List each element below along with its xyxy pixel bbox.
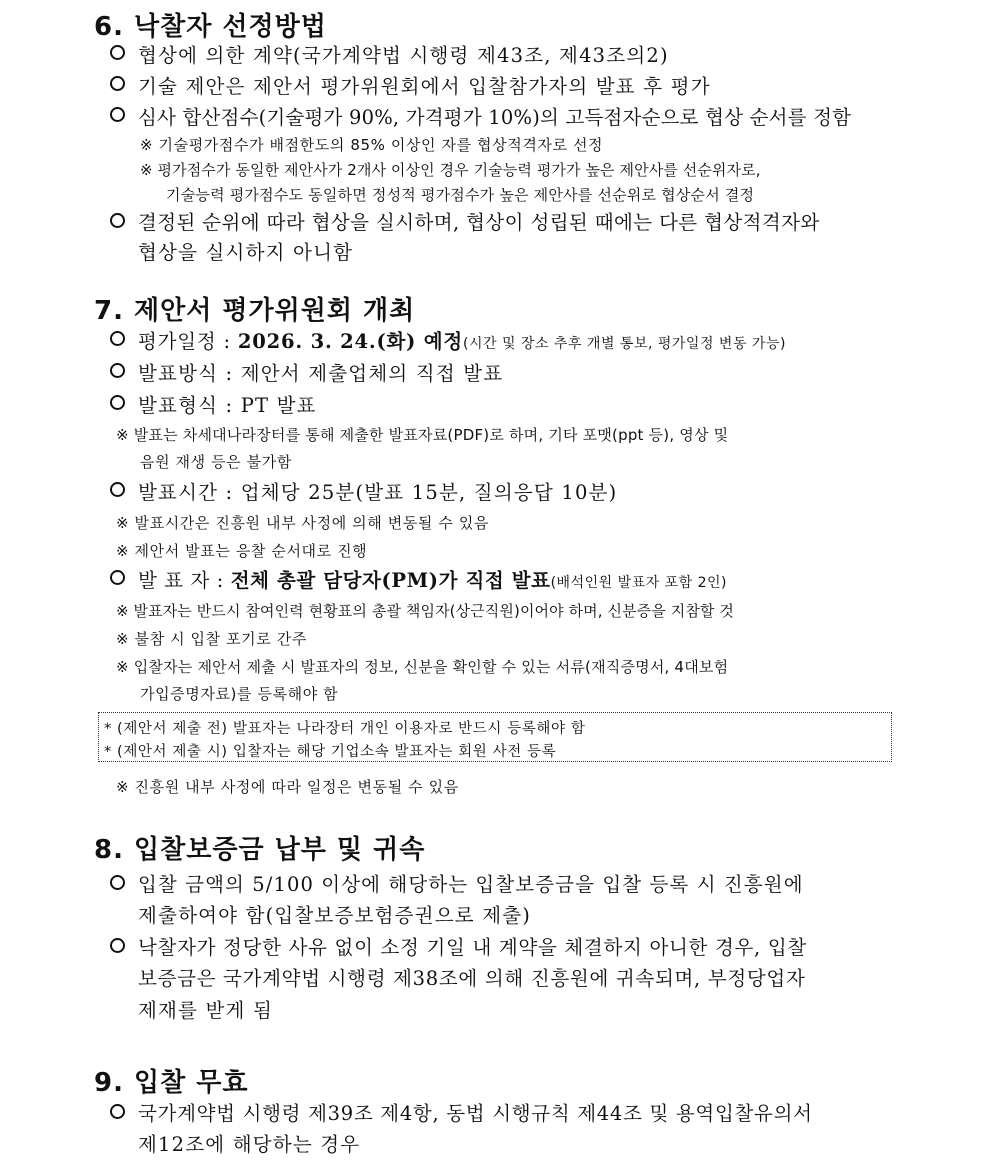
bullet-circle	[110, 875, 125, 890]
evaluation-date: 2026. 3. 24.(화) 예정	[237, 330, 463, 353]
s6-note-2: ※ 평가점수가 동일한 제안사가 2개사 이상인 경우 기술능력 평가가 높은 제안사를 선순위자로,	[140, 161, 761, 179]
s7-note-6: ※ 입찰자는 제안서 제출 시 발표자의 정보, 신분을 확인할 수 있는 서류(재직증명서, 4대보험	[116, 658, 729, 676]
s7-bullet-2: 발표방식 : 제안서 제출업체의 직접 발표	[138, 362, 504, 385]
s6-note-2-cont: 기술능력 평가점수도 동일하면 정성적 평가점수가 높은 제안사를 선순위로 협상순서 결정	[166, 186, 755, 204]
s8-bullet-1-cont: 제출하여야 함(입찰보증보험증권으로 제출)	[138, 904, 532, 927]
s6-bullet-1: 협상에 의한 계약(국가계약법 시행령 제43조, 제43조의2)	[138, 44, 669, 67]
section-6-title: 6. 낙찰자 선정방법	[94, 12, 327, 42]
s7-note-1: ※ 발표는 차세대나라장터를 통해 제출한 발표자료(PDF)로 하며, 기타 포맷(ppt 등), 영상 및	[116, 426, 729, 444]
s7-note-6-cont: 가입증명자료)를 등록해야 함	[140, 685, 339, 703]
bullet-circle	[110, 363, 125, 378]
s6-bullet-4-cont: 협상을 실시하지 아니함	[138, 241, 354, 264]
bullet-circle	[110, 76, 125, 91]
s7-bullet-5-label: 발 표 자 :	[138, 569, 231, 592]
section-9-title: 9. 입찰 무효	[94, 1068, 249, 1098]
section-8-title: 8. 입찰보증금 납부 및 귀속	[94, 835, 426, 865]
s6-bullet-2: 기술 제안은 제안서 평가위원회에서 입찰참가자의 발표 후 평가	[138, 75, 711, 98]
bullet-circle	[110, 1104, 125, 1119]
s7-bullet-1	[138, 326, 786, 354]
bullet-circle	[110, 482, 125, 497]
s7-bullet-1-label: 평가일정 :	[138, 330, 238, 353]
s9-bullet-1-cont: 제12조에 해당하는 경우	[138, 1133, 361, 1156]
bullet-circle	[110, 938, 125, 953]
s7-bullet-5	[138, 565, 727, 593]
s7-note-7: ※ 진흥원 내부 사정에 따라 일정은 변동될 수 있음	[116, 778, 459, 796]
evaluation-date-note: (시간 및 장소 추후 개별 통보, 평가일정 변동 가능)	[463, 336, 786, 352]
s6-bullet-4: 결정된 순위에 따라 협상을 실시하며, 협상이 성립된 때에는 다른 협상적격자와	[138, 211, 820, 234]
s7-bullet-4: 발표시간 : 업체당 25분(발표 15분, 질의응답 10분)	[138, 481, 618, 504]
s8-bullet-1: 입찰 금액의 5/100 이상에 해당하는 입찰보증금을 입찰 등록 시 진흥원에	[138, 873, 804, 896]
s6-note-1: ※ 기술평가점수가 배점한도의 85% 이상인 자를 협상적격자로 선정	[140, 136, 604, 154]
s6-bullet-3: 심사 합산점수(기술평가 90%, 가격평가 10%)의 고득점자순으로 협상 순서를 정함	[138, 106, 852, 129]
s7-note-2: ※ 발표시간은 진흥원 내부 사정에 의해 변동될 수 있음	[116, 514, 490, 532]
s7-bullet-3: 발표형식 : PT 발표	[138, 394, 317, 417]
s8-bullet-2-cont-2: 제재를 받게 됨	[138, 999, 274, 1022]
s8-bullet-2-cont: 보증금은 국가계약법 시행령 제38조에 의해 진흥원에 귀속되며, 부정당업자	[138, 967, 806, 990]
bullet-circle	[110, 570, 125, 585]
s7-note-4: ※ 발표자는 반드시 참여인력 현황표의 총괄 책임자(상근직원)이어야 하며, 신분증을 지참할 것	[116, 602, 734, 620]
s9-bullet-1: 국가계약법 시행령 제39조 제4항, 동법 시행규칙 제44조 및 용역입찰유의서	[138, 1102, 813, 1125]
bullet-circle	[110, 331, 125, 346]
s7-note-5: ※ 불참 시 입찰 포기로 간주	[116, 630, 307, 648]
s7-note-1-cont: 음원 재생 등은 불가함	[140, 453, 292, 471]
bullet-circle	[110, 395, 125, 410]
bullet-circle	[110, 107, 125, 122]
notice-box-line-2: * (제안서 제출 시) 입찰자는 해당 기업소속 발표자는 회원 사전 등록	[104, 744, 557, 760]
bullet-circle	[110, 45, 125, 60]
presenter-requirement: 전체 총괄 담당자(PM)가 직접 발표	[230, 569, 551, 592]
section-7-title: 7. 제안서 평가위원회 개최	[94, 296, 416, 326]
bullet-circle	[110, 213, 125, 228]
notice-box-line-1: * (제안서 제출 전) 발표자는 나라장터 개인 이용자로 반드시 등록해야 함	[104, 721, 586, 737]
presenter-note: (배석인원 발표자 포함 2인)	[550, 575, 728, 591]
s8-bullet-2: 낙찰자가 정당한 사유 없이 소정 기일 내 계약을 체결하지 아니한 경우, 입찰	[138, 936, 807, 959]
s7-note-3: ※ 제안서 발표는 응찰 순서대로 진행	[116, 542, 368, 560]
